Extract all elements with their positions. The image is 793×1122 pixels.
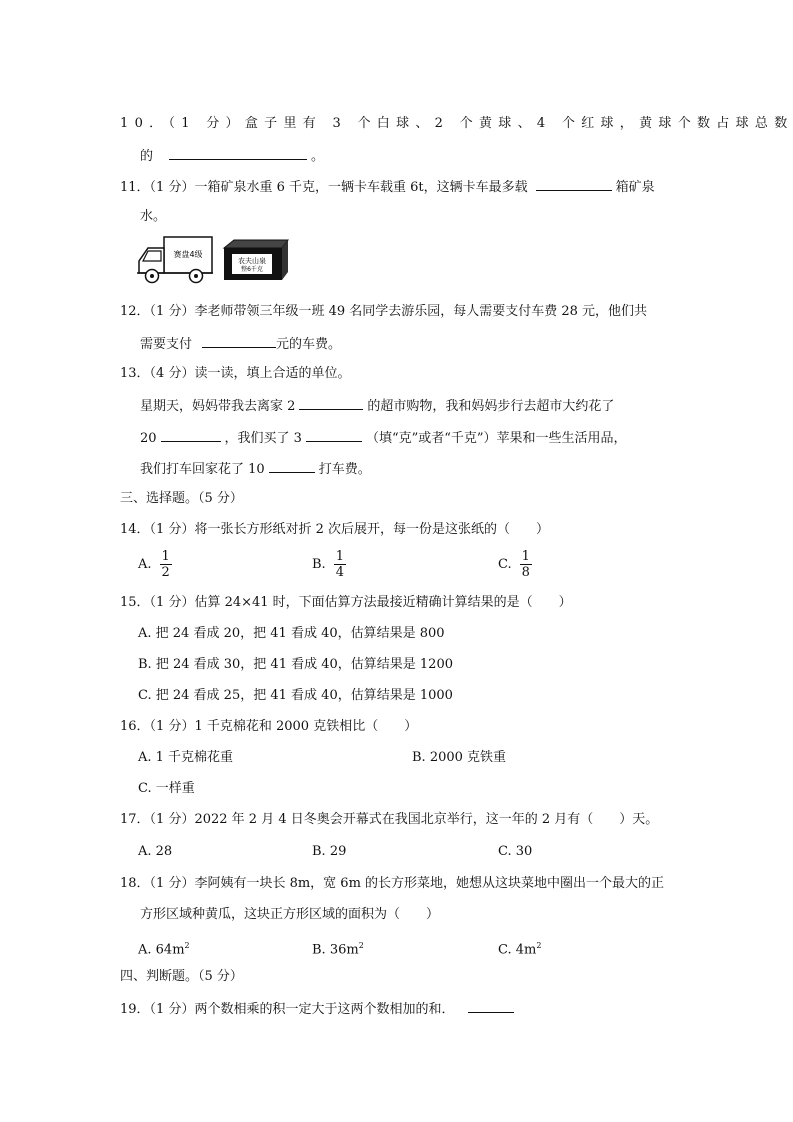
answer-blank[interactable] xyxy=(202,333,276,348)
q14-option-b[interactable]: B. $\frac{1}{4}$ xyxy=(312,549,344,580)
q18-line1: 18．（1 分）李阿姨有一块长 8m，宽 6m 的长方形菜地，她想从这块菜地中圈出一个最大的正 xyxy=(120,876,665,891)
fraction: $\frac{1}{2}$ xyxy=(161,549,170,580)
q19-line: 19．（1 分）两个数相乘的积一定大于这两个数相加的和． xyxy=(120,998,518,1020)
q13-line1: 13．（4 分）读一读，填上合适的单位。 xyxy=(120,366,351,381)
q15-option-a[interactable]: A. 把 24 看成 20，把 41 看成 40，估算结果是 800 xyxy=(138,626,445,641)
q12-line1: 12．（1 分）李老师带领三年级一班 49 名同学去游乐园，每人需要支付车费 28 元，他们共 xyxy=(120,304,648,319)
truck-label: 赛盘4级 xyxy=(173,250,203,259)
q16-stem: 16．（1 分）1 千克棉花和 2000 克铁相比（ ） xyxy=(120,719,418,734)
answer-blank[interactable] xyxy=(269,458,315,473)
water-box-illustration xyxy=(222,238,290,282)
fraction: $\frac{1}{8}$ xyxy=(521,549,530,580)
q11-line1: 11．（1 分）一箱矿泉水重 6 千克，一辆卡车载重 6t，这辆卡车最多载 箱矿泉 xyxy=(120,176,655,198)
q17-option-c[interactable]: C. 30 xyxy=(498,844,533,859)
q18-option-a[interactable]: A. $64m^2$ xyxy=(138,941,190,958)
q14-option-c[interactable]: C. $\frac{1}{8}$ xyxy=(498,549,530,580)
box-brand-text: 农夫山泉 xyxy=(238,257,266,265)
q15-option-c[interactable]: C. 把 24 看成 25，把 41 看成 40，估算结果是 1000 xyxy=(138,688,453,703)
answer-blank[interactable] xyxy=(169,145,307,160)
q10-line2: 的 。 xyxy=(140,145,324,167)
q14-stem: 14．（1 分）将一张长方形纸对折 2 次后展开，每一份是这张纸的（ ） xyxy=(120,522,549,537)
q18-option-b[interactable]: B. $36m^2$ xyxy=(312,941,364,958)
section-heading-choice: 三、选择题。（5 分） xyxy=(120,491,243,506)
answer-blank[interactable] xyxy=(536,176,612,191)
q13-line3: 20 ，我们买了 3 （填“克”或者“千克”）苹果和一些生活用品， xyxy=(140,427,627,449)
fraction: $\frac{1}{4}$ xyxy=(335,549,344,580)
q17-option-a[interactable]: A. 28 xyxy=(138,844,173,859)
q13-line2: 星期天，妈妈带我去离家 2 的超市购物，我和妈妈步行去超市大约花了 xyxy=(140,395,614,417)
answer-blank[interactable] xyxy=(306,427,362,442)
box-weight-text: 整6千克 xyxy=(241,266,263,273)
answer-blank[interactable] xyxy=(468,998,514,1013)
answer-blank[interactable] xyxy=(161,427,221,442)
q17-option-b[interactable]: B. 29 xyxy=(312,844,347,859)
section-heading-judge: 四、判断题。（5 分） xyxy=(120,969,243,984)
truck-illustration xyxy=(134,234,216,286)
q10-line1: 10．（1 分）盒子里有 3 个白球、2 个黄球、4 个红球，黄球个数占球总数 xyxy=(120,116,793,131)
answer-blank[interactable] xyxy=(299,395,363,410)
q15-option-b[interactable]: B. 把 24 看成 30，把 41 看成 40，估算结果是 1200 xyxy=(138,657,453,672)
q12-line2: 需要支付 元的车费。 xyxy=(140,333,341,355)
q11-line2: 水。 xyxy=(140,209,167,224)
q13-line4: 我们打车回家花了 10 打车费。 xyxy=(140,458,371,480)
q18-line2: 方形区域种黄瓜，这块正方形区域的面积为（ ） xyxy=(140,907,440,922)
q15-stem: 15．（1 分）估算 24×41 时，下面估算方法最接近精确计算结果的是（ ） xyxy=(120,595,572,610)
q16-option-c[interactable]: C. 一样重 xyxy=(138,781,195,796)
q16-option-a[interactable]: A. 1 千克棉花重 xyxy=(138,750,234,765)
q17-stem: 17．（1 分）2022 年 2 月 4 日冬奥会开幕式在我国北京举行，这一年的 2 月有（ ）天。 xyxy=(120,812,659,827)
q14-option-a[interactable]: A. $\frac{1}{2}$ xyxy=(138,549,170,580)
q18-option-c[interactable]: C. $4m^2$ xyxy=(498,941,542,958)
q16-option-b[interactable]: B. 2000 克铁重 xyxy=(412,750,507,765)
